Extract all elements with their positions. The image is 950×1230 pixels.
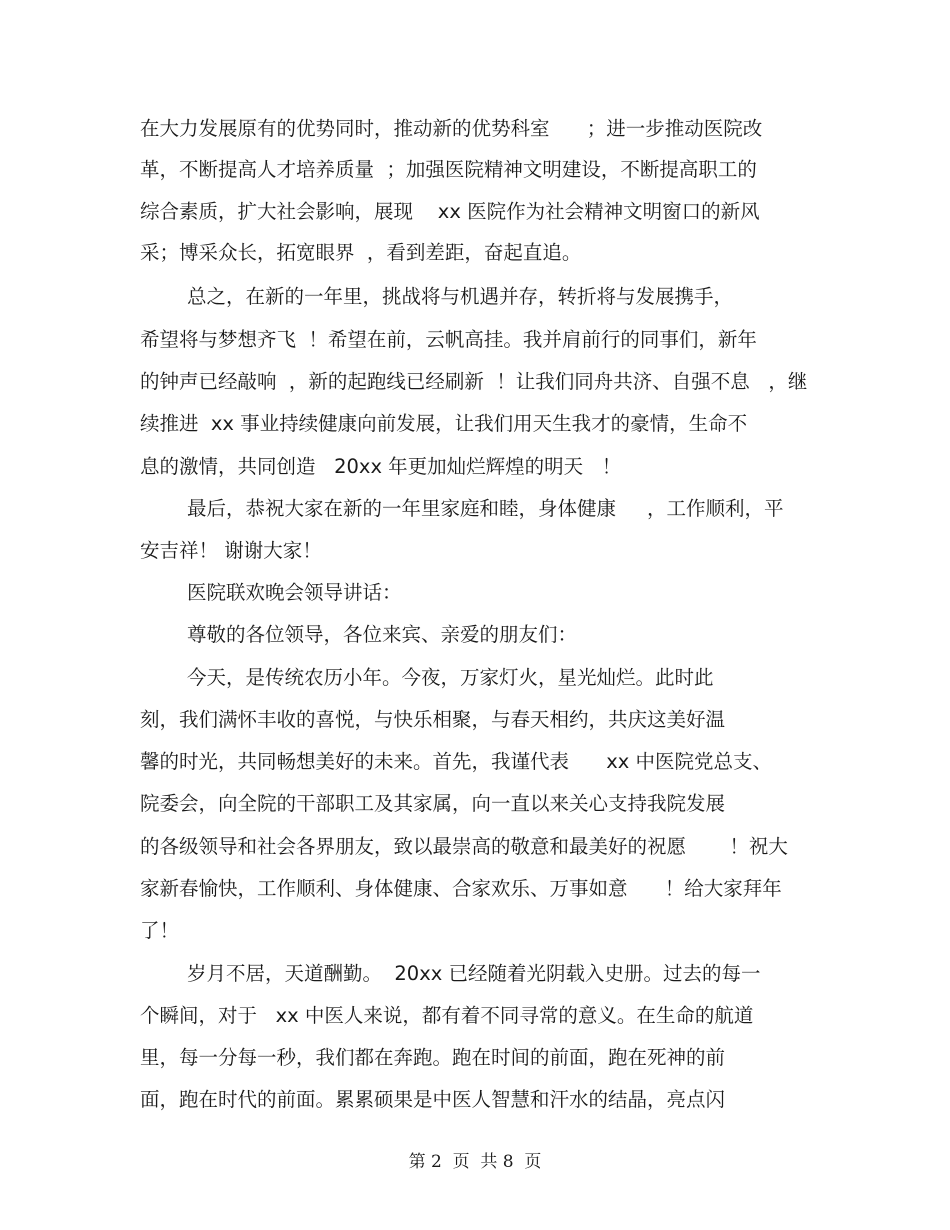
page-number-footer: 第 2 页 共 8 页: [408, 1152, 542, 1172]
text-line: 了！: [140, 919, 180, 942]
text-line: 综合素质，扩大社会影响，展现 xx 医院作为社会精神文明窗口的新风: [140, 200, 760, 223]
text-line: 息的激情，共同创造 20xx 年更加灿烂辉煌的明天 ！: [140, 455, 622, 478]
text-line: 面，跑在时代的前面。累累硕果是中医人智慧和汗水的结晶，亮点闪: [140, 1088, 726, 1111]
paragraph-first-line: 今天，是传统农历小年。今夜，万家灯火，星光灿烂。此时此: [187, 666, 714, 689]
paragraph-first-line: 最后，恭祝大家在新的一年里家庭和睦，身体健康 ，工作顺利，平: [187, 497, 784, 520]
text-line: 刻，我们满怀丰收的喜悦，与快乐相聚，与春天相约，共庆这美好温: [140, 708, 726, 731]
paragraph-first-line: 岁月不居，天道酬勤。 20xx 已经随着光阴载入史册。过去的每一: [187, 962, 761, 985]
text-line: 希望将与梦想齐飞 ！希望在前，云帆高挂。我并肩前行的同事们，新年: [140, 328, 757, 351]
text-line: 采；博采众长，拓宽眼界 ，看到差距，奋起直追。: [140, 241, 582, 264]
text-line: 安吉祥！ 谢谢大家！: [140, 539, 322, 562]
text-line: 的各级领导和社会各界朋友，致以最崇高的敬意和最美好的祝愿 ！祝大: [140, 835, 788, 858]
salutation: 尊敬的各位领导，各位来宾、亲爱的朋友们：: [187, 623, 578, 646]
text-line: 馨的时光，共同畅想美好的未来。首先，我谨代表 xx 中医院党总支、: [140, 750, 772, 773]
text-line: 续推进 xx 事业持续健康向前发展，让我们用天生我才的豪情，生命不: [140, 412, 748, 435]
text-line: 个瞬间，对于 xx 中医人来说，都有着不同寻常的意义。在生命的航道: [140, 1004, 754, 1027]
text-line: 的钟声已经敲响 ，新的起跑线已经刷新 ！让我们同舟共济、自强不息 ，继: [140, 370, 808, 393]
text-line: 在大力发展原有的优势同时，推动新的优势科室 ；进一步推动医院改: [140, 117, 763, 140]
text-line: 里，每一分每一秒，我们都在奔跑。跑在时间的前面，跑在死神的前: [140, 1046, 726, 1069]
text-line: 院委会，向全院的干部职工及其家属，向一直以来关心支持我院发展: [140, 792, 726, 815]
text-line: 家新春愉快，工作顺利、身体健康、合家欢乐、万事如意 ！给大家拜年: [140, 877, 782, 900]
speech-title: 医院联欢晚会领导讲话：: [187, 581, 402, 604]
paragraph-first-line: 总之，在新的一年里，挑战将与机遇并存，转折将与发展携手，: [187, 285, 734, 308]
text-line: 革，不断提高人才培养质量 ；加强医院精神文明建设，不断提高职工的: [140, 158, 757, 181]
